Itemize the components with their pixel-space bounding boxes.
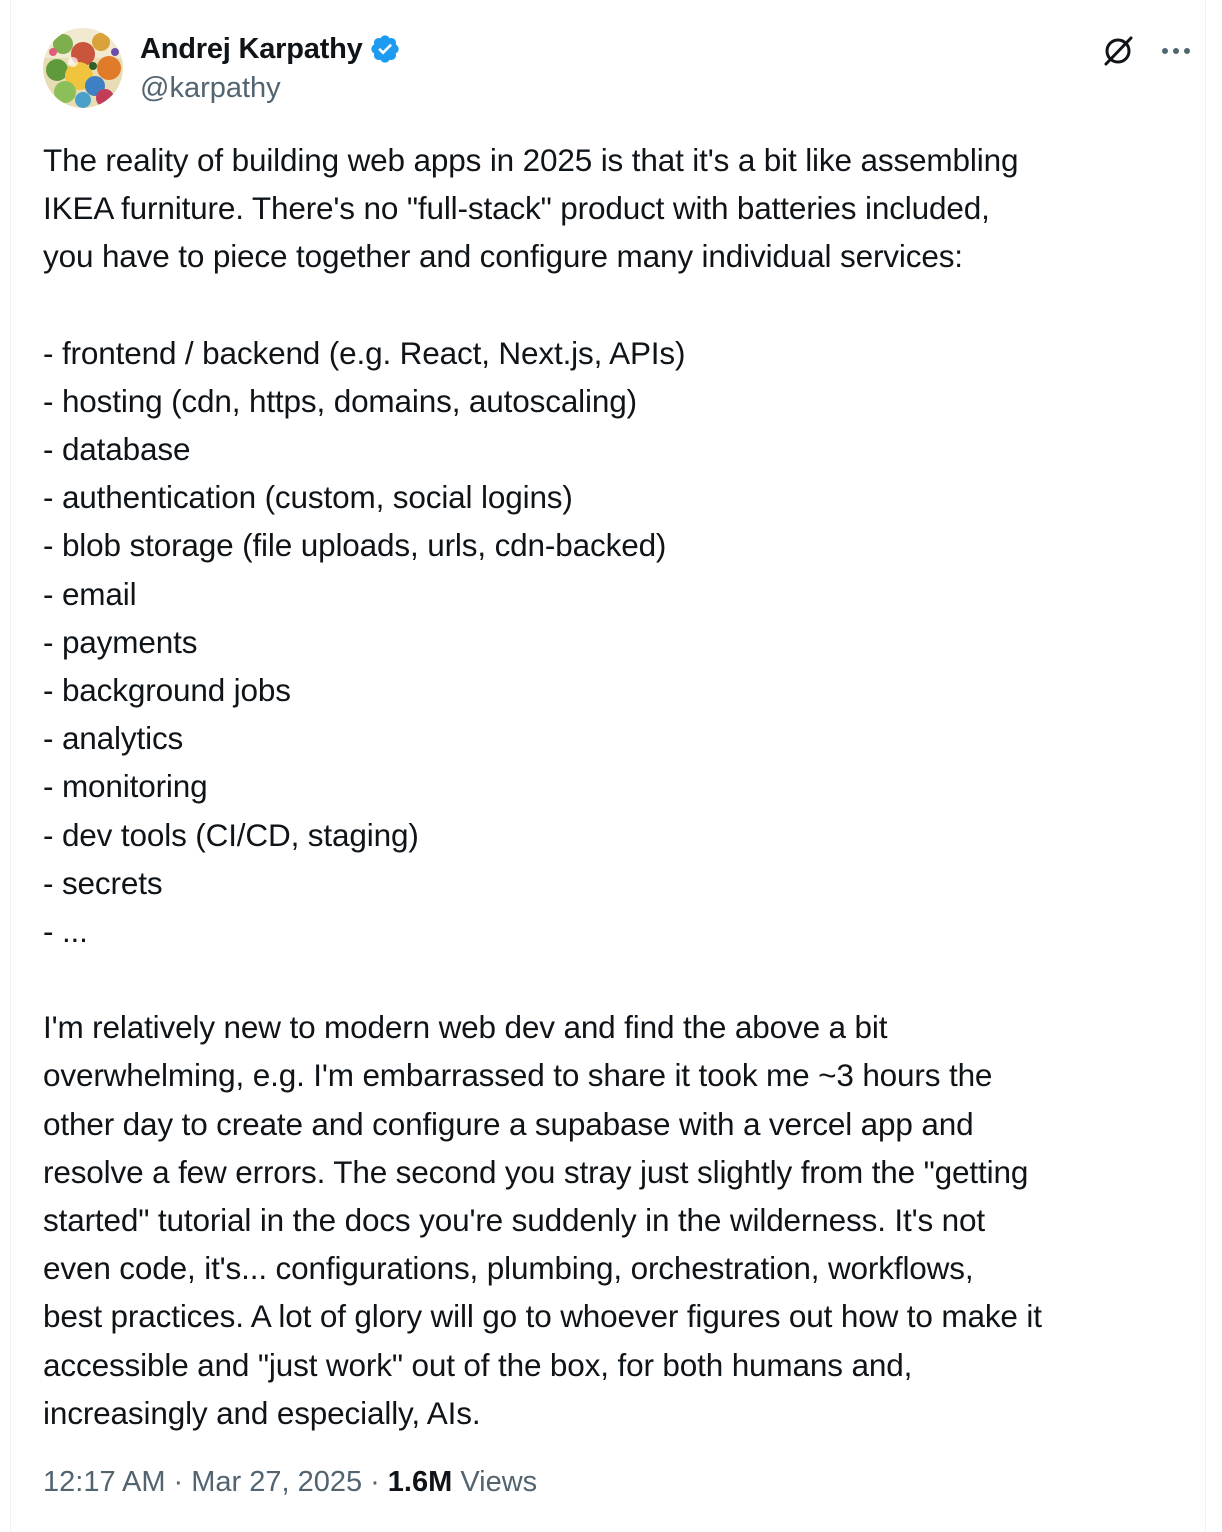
- header-actions: [1099, 32, 1193, 70]
- list-item: - monitoring: [43, 768, 208, 805]
- meta-separator: ·: [370, 1466, 380, 1498]
- meta-separator: ·: [173, 1466, 184, 1498]
- services-list: [43, 329, 1193, 956]
- views-count[interactable]: 1.6M: [387, 1466, 453, 1498]
- tweet-intro: The reality of building web apps in 2025 is that it's a bit like assembling IKEA furniture. There's no "full-stack" product with batteries included, you have to piece together and configure many individual services:: [43, 142, 1019, 275]
- tweet-header: [43, 28, 1193, 110]
- list-item: - payments: [43, 623, 198, 660]
- list-item: - authentication (custom, social logins): [43, 479, 573, 516]
- list-item: - hosting (cdn, https, domains, autoscaling): [43, 382, 637, 419]
- tweet-outro: I'm relatively new to modern web dev and find the above a bit overwhelming, e.g. I'm embarrassed to share it took me ~3 hours the other day to create and configure a supabase with a vercel app and resolve a few errors. The second you stray just slightly from the "getting started" tutorial in the docs you're suddenly in the wilderness. It's not even code, it's... configurations, plumbing, orchestration, workflows, best practices. A lot of glory will go to whoever figures out how to make it accessible and "just work" out of the box, for both humans and, increasingly and especially, AIs.: [43, 1009, 1042, 1431]
- tweet-date[interactable]: Mar 27, 2025: [191, 1466, 363, 1498]
- grok-icon[interactable]: [1099, 32, 1137, 70]
- list-item: - background jobs: [43, 672, 291, 709]
- list-item: - analytics: [43, 720, 184, 757]
- list-item: - ...: [43, 913, 88, 950]
- display-name[interactable]: Andrej Karpathy: [140, 32, 363, 65]
- verified-badge-icon[interactable]: [369, 33, 401, 65]
- tweet-text: [43, 136, 1193, 1437]
- views-label[interactable]: Views: [460, 1466, 538, 1498]
- more-options-icon[interactable]: [1159, 34, 1193, 68]
- tweet-time[interactable]: 12:17 AM: [43, 1466, 166, 1498]
- tweet-meta: [43, 1466, 537, 1499]
- tweet-card: [10, 0, 1206, 1532]
- author-names: [140, 30, 401, 105]
- name-row: [140, 30, 401, 68]
- avatar-painting-icon: [43, 28, 123, 108]
- avatar[interactable]: [43, 28, 123, 108]
- list-item: - frontend / backend (e.g. React, Next.js, APIs): [43, 334, 686, 371]
- author-handle[interactable]: @karpathy: [140, 72, 281, 104]
- list-item: - dev tools (CI/CD, staging): [43, 816, 419, 853]
- list-item: - secrets: [43, 864, 163, 901]
- list-item: - blob storage (file uploads, urls, cdn-backed): [43, 527, 667, 564]
- views-spacer: [452, 1466, 460, 1499]
- list-item: - database: [43, 431, 191, 468]
- list-item: - email: [43, 575, 137, 612]
